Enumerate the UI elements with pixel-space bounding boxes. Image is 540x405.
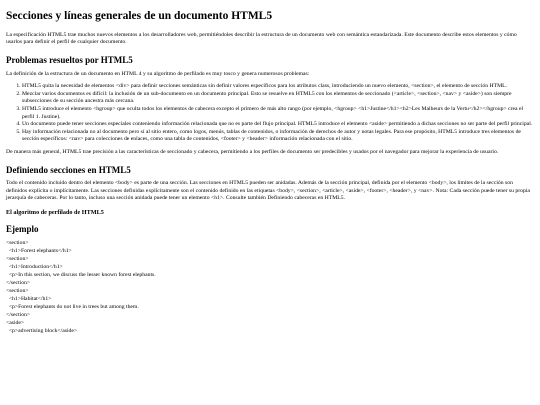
intro-paragraph: La especificación HTML5 trae muchos nuevos elementos a los desarrolladores web, permitiéndoles describir la estructura de un documento web con semántica estandarizada. Este documento describe estos elementos y cómo usarlos para definir el perfil de cualquier documento. [6,31,517,46]
problems-summary: De manera más general, HTML5 trae precisión a las características de seccionado y cabecera, permitiendo a los perfiles de documento ser predecibles y usados por el navegador para mejorar la experiencia de usuario. [6,148,499,155]
list-item: 1. HTML5 quita la necesidad de elementos <div> para definir secciones semánticas sin definir valores específicos para los atributos class, introduciendo un nuevo elemento, <section>, el elemento de sección HTML. [22,83,534,91]
problems-list [6,83,534,144]
page-title: Secciones y líneas generales de un documento HTML5 [6,10,273,22]
list-item: 3. HTML5 introduce el elemento <hgroup> que oculta todos los elementos de cabecera excepto el primero de más alto rango (por ejemplo, <hgroup> <h1>Justine</h1><h2>Les Malheurs de la Vertu</h2></hgroup> crea el perfil 1. Justine). [22,106,534,121]
defining-heading: Definiendo secciones en HTML5 [6,164,131,175]
problems-heading: Problemas resueltos por HTML5 [6,54,133,65]
problems-lead: La definición de la estructura de un documento en HTML 4 y su algoritmo de perfilado es muy tosco y genera numerosos problemas: [6,70,310,77]
list-item: 4. Un documento puede tener secciones especiales conteniendo información relacionada que no es parte del flujo principal. HTML5 introduce el elemento <aside> permitiendo a dichas secciones no ser parte del perfil principal. [22,121,534,129]
list-item: 2. Mezclar varios documentos es difícil: la inclusión de un sub-documento en un documento principal. Esto se resuelve en HTML5 con los elementos de seccionado (<article>, <section>, <nav> y <aside>) son siempre subsecciones de su sección ancestra más cercana. [22,91,534,106]
list-item: 5. Hay información relacionada no al documento pero sí al sitio entero, como logos, menús, tablas de contenidos, o información de derechos de autor y notas legales. Para ese propósito, HTML5 introduce tres elementos de sección específicos: <nav> para colecciones de enlaces, como una tabla de contenidos, <footer> y <header> información relacionada con el sitio. [22,129,534,144]
algorithm-heading: El algoritmo de perfilado de HTML5 [6,209,104,217]
example-code-block: <section> <h1>Forest elephants</h1> <section> <h1>Introduction</h1> <p>In this section, we discuss the lesser known forest elephants. </section> <section> <h1>Habitat</h1> <p>Forest elephants do not live in trees but among them. </section> <aside> <p>advertising block</aside> [6,239,156,334]
defining-paragraph: Todo el contenido incluido dentro del elemento <body> es parte de una sección. Las secciones en HTML5 pueden ser anidadas. Además de la sección principal, definida por el elemento <body>, los límites de la sección son definidos explícita o implícitamente. Las secciones definidas explícitamente son el contenido definido en las etiquetas <body>, <section>, <article>, <aside>, <footer>, <header>, y <nav>. Nota: Cada sección puede tener su propia jerarquía de cabeceras. Por lo tanto, incluso una sección anidada puede tener un elemento <h1>. Consulte también Definiendo cabeceras en HTML5. [6,180,530,202]
example-heading: Ejemplo [6,224,39,235]
